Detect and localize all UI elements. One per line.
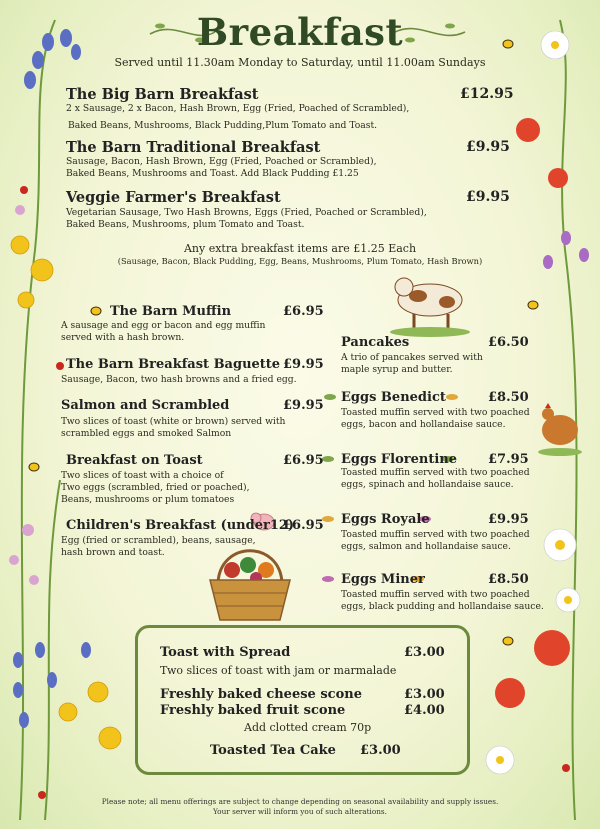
menu-item-price: £6.95 [283, 518, 324, 533]
menu-item-price: £4.00 [404, 703, 445, 718]
menu-item-description: Two slices of toast with a choice of [61, 470, 224, 481]
menu-item-description: eggs, black pudding and hollandaise sauce. [341, 601, 544, 612]
menu-item-price: £6.95 [283, 304, 324, 319]
menu-item-name: Veggie Farmer's Breakfast [66, 189, 281, 206]
menu-item-price: £8.50 [488, 390, 529, 405]
menu-item-price: £6.50 [488, 335, 529, 350]
menu-item-name: Eggs Benedict [341, 390, 446, 405]
menu-item-price: £7.95 [488, 452, 529, 467]
menu-item-description: Two eggs (scrambled, fried or poached), [61, 482, 250, 493]
menu-item-name: Pancakes [341, 335, 410, 350]
menu-item-description: Vegetarian Sausage, Two Hash Browns, Eggs (Fried, Poached or Scrambled), [66, 207, 427, 218]
menu-item-description: Toasted muffin served with two poached [341, 589, 530, 600]
menu-item-description: A trio of pancakes served with [341, 352, 483, 363]
footer-note: Please note; all menu offerings are subject to change depending on seasonal availability and supply issues. [101, 797, 499, 806]
menu-item-description: Baked Beans, Mushrooms and Toast. Add Black Pudding £1.25 [66, 168, 359, 179]
menu-item-price: £9.95 [466, 139, 510, 155]
menu-item-price: £9.95 [466, 189, 510, 205]
menu-item-description: Toasted muffin served with two poached [341, 467, 530, 478]
menu-item-name: Freshly baked fruit scone [160, 703, 346, 718]
menu-item-description: scrambled eggs and smoked Salmon [61, 428, 232, 439]
extras-title: Any extra breakfast items are £1.25 Each [183, 242, 417, 255]
clotted-cream-addon: Add clotted cream 70p [244, 721, 372, 734]
bluebells-bottom-left [13, 642, 91, 728]
menu-item-price: £12.95 [460, 86, 514, 102]
menu-item-price: £3.00 [404, 645, 445, 660]
footer-note: Your server will inform you of such alterations. [213, 807, 387, 816]
menu-item-description: A sausage and egg or bacon and egg muffin [61, 320, 266, 331]
basket-icon [210, 551, 290, 620]
extras-items: (Sausage, Bacon, Black Pudding, Egg, Beans, Mushrooms, Plum Tomato, Hash Brown) [117, 256, 483, 266]
menu-item-price: £3.00 [360, 743, 401, 758]
menu-item-price: £9.95 [283, 398, 324, 413]
menu-item-price: £9.95 [488, 512, 529, 527]
menu-item-name: Freshly baked cheese scone [160, 687, 362, 702]
menu-item-description: hash brown and toast. [61, 547, 165, 558]
menu-item-name: Toasted Tea Cake [210, 743, 336, 758]
menu-item-name: Toast with Spread [160, 645, 291, 660]
menu-item-name: The Barn Breakfast Baguette [66, 357, 281, 372]
menu-item-description: Toasted muffin served with two poached [341, 529, 530, 540]
menu-item-description: Two slices of toast (white or brown) served with [61, 416, 286, 427]
menu-item-description: maple syrup and butter. [341, 364, 453, 375]
menu-item-name: Salmon and Scrambled [61, 398, 230, 413]
menu-item-name: Eggs Florentine [341, 452, 458, 467]
menu-item-name: Eggs Miner [341, 572, 425, 587]
menu-item-description: Sausage, Bacon, Hash Brown, Egg (Fried, Poached or Scrambled), [66, 156, 377, 167]
menu-item-name: The Big Barn Breakfast [66, 86, 259, 103]
menu-item-name: The Barn Muffin [110, 304, 232, 319]
menu-item-name: Breakfast on Toast [66, 453, 203, 468]
page-title: Breakfast [196, 10, 404, 54]
menu-item-description: Toasted muffin served with two poached [341, 407, 530, 418]
menu-item-price: £9.95 [283, 357, 324, 372]
menu-item-description: Baked Beans, Mushrooms, plum Tomato and Toast. [66, 219, 305, 230]
menu-item-description: Egg (fried or scrambled), beans, sausage, [61, 535, 256, 546]
serving-times: Served until 11.30am Monday to Saturday, until 11.00am Sundays [114, 56, 486, 69]
menu-item-description: Beans, mushrooms or plum tomatoes [61, 494, 235, 505]
cow-icon [390, 278, 470, 337]
menu-item-name: Eggs Royale [341, 512, 430, 527]
menu-item-name: Children's Breakfast (under12) [66, 518, 295, 533]
menu-item-description: Two slices of toast with jam or marmalade [160, 664, 397, 677]
menu-item-price: £3.00 [404, 687, 445, 702]
menu-item-description: Baked Beans, Mushrooms, Black Pudding,Plum Tomato and Toast. [68, 120, 378, 131]
menu-item-price: £8.50 [488, 572, 529, 587]
menu-item-price: £6.95 [283, 453, 324, 468]
menu-item-description: Sausage, Bacon, two hash browns and a fried egg. [61, 374, 297, 385]
menu-item-description: served with a hash brown. [61, 332, 185, 343]
menu-item-description: 2 x Sausage, 2 x Bacon, Hash Brown, Egg (Fried, Poached of Scrambled), [66, 103, 410, 114]
menu-item-name: The Barn Traditional Breakfast [66, 139, 321, 156]
menu-item-description: eggs, bacon and hollandaise sauce. [341, 419, 506, 430]
menu-item-description: eggs, spinach and hollandaise sauce. [341, 479, 514, 490]
menu-item-description: eggs, salmon and hollandaise sauce. [341, 541, 511, 552]
